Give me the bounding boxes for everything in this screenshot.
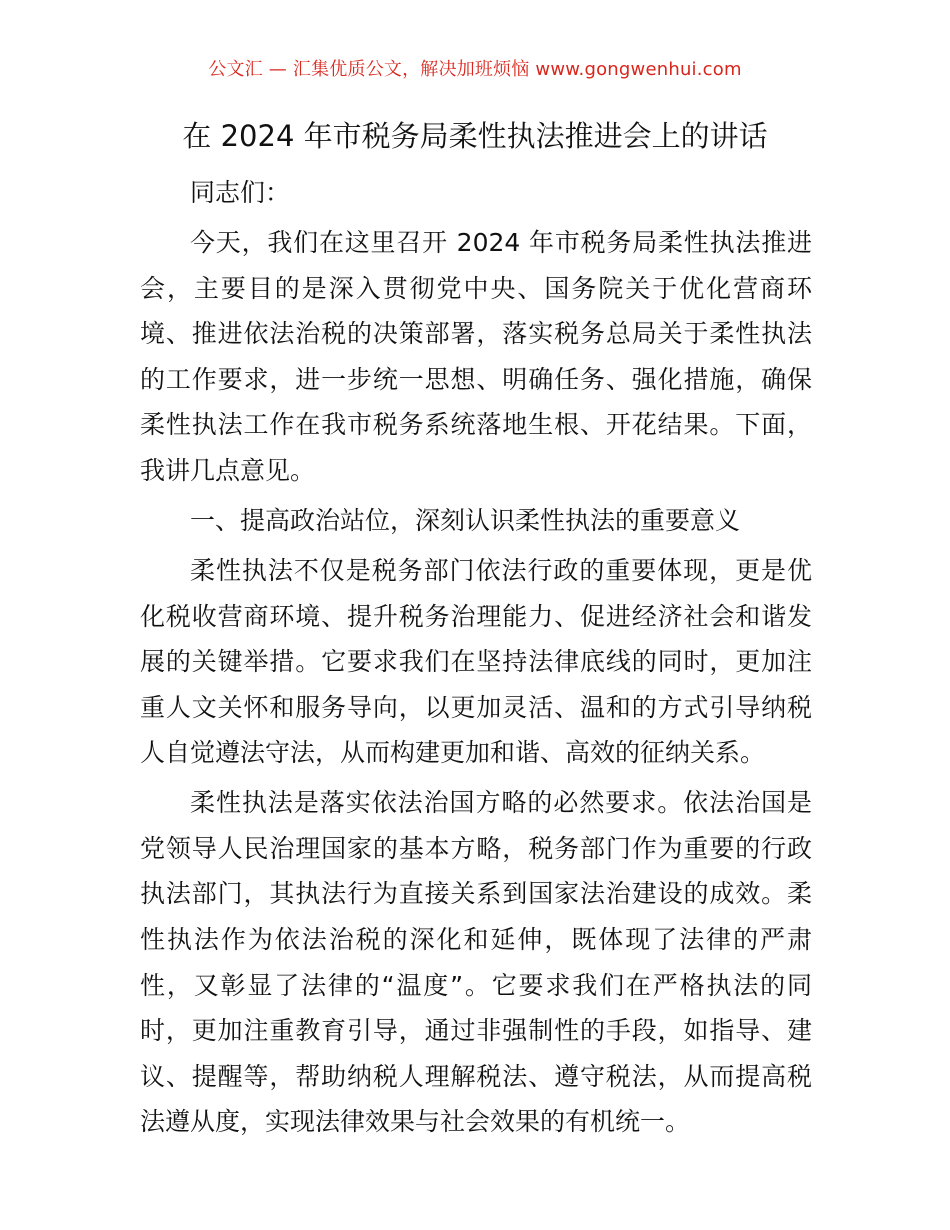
site-banner: 公文汇 — 汇集优质公文，解决加班烦恼 www.gongwenhui.com: [208, 59, 742, 80]
document-title: 在 2024 年市税务局柔性执法推进会上的讲话: [182, 119, 768, 153]
paragraph-rule-of-law: 柔性执法是落实依法治国方略的必然要求。依法治国是党领导人民治理国家的基本方略，税务部门作为重要的行政执法部门，其执法行为直接关系到国家法治建设的成效。柔性执法作为依法治税的深化和延伸，既体现了法律的严肃性，又彰显了法律的“温度”。它要求我们在严格执法的同时，更加注重教育引导，通过非强制性的手段，如指导、建议、提醒等，帮助纳税人理解税法、遵守税法，从而提高税法遵从度，实现法律效果与社会效果的有机统一。: [140, 788, 812, 1137]
paragraph-intro: 今天，我们在这里召开 2024 年市税务局柔性执法推进会，主要目的是深入贯彻党中央、国务院关于优化营商环境、推进依法治税的决策部署，落实税务总局关于柔性执法的工作要求，进一步统一思想、明确任务、强化措施，确保柔性执法工作在我市税务系统落地生根、开花结果。下面，我讲几点意见。: [140, 227, 812, 485]
salutation: 同志们：: [190, 178, 291, 207]
paragraph-significance: 柔性执法不仅是税务部门依法行政的重要体现，更是优化税收营商环境、提升税务治理能力、促进经济社会和谐发展的关键举措。它要求我们在坚持法律底线的同时，更加注重人文关怀和服务导向，以更加灵活、温和的方式引导纳税人自觉遵法守法，从而构建更加和谐、高效的征纳关系。: [140, 555, 812, 768]
section-heading: 一、提高政治站位，深刻认识柔性执法的重要意义: [190, 505, 741, 535]
document-body: [140, 170, 812, 1149]
